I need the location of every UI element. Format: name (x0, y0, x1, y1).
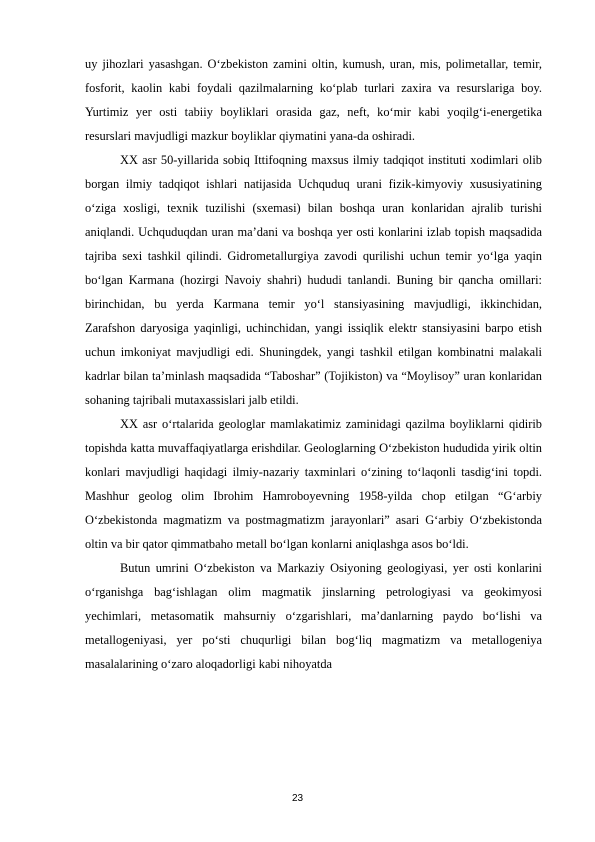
paragraph-uchquduq: XX asr 50-yillarida sobiq Ittifoqning maxsus ilmiy tadqiqot instituti xodimlari olib borgan ilmiy tadqiqot ishlari natijasida Uchquduq urani fizik-kimyoviy xususiyatining o‘ziga xosligi, texnik tuzilishi (sxemasi) bilan boshqa uran konlaridan ajralib turishi aniqlandi. Uchquduqdan uran ma’dani va boshqa yer osti konlarini izlab topish maqsadida tajriba sexi tashkil qilindi. Gidrometallurgiya zavodi qurilishi uchun temir yo‘lga yaqin bo‘lgan Karmana (hozirgi Navoiy shahri) hududi tanlandi. Buning bir qancha omillari: birinchidan, bu yerda Karmana temir yo‘l stansiyasining mavjudligi, ikkinchidan, Zarafshon daryosiga yaqinligi, uchinchidan, yangi issiqlik elektr stansiyasini barpo etish uchun imkoniyat mavjudligi edi. Shuningdek, yangi tashkil etilgan kombinatni malakali kadrlar bilan ta’minlash maqsadida “Taboshar” (Tojikiston) va “Moylisoy” uran konlaridan sohaning tajribali mutaxassislari jalb etildi. (85, 153, 542, 407)
page-body (85, 52, 542, 676)
paragraph-continuation: uy jihozlari yasashgan. O‘zbekiston zamini oltin, kumush, uran, mis, polimetallar, temir, fosforit, kaolin kabi foydali qazilmalarning ko‘plab turlari zaxira va resurslariga boy. Yurtimiz yer osti tabiiy boyliklari orasida gaz, neft, ko‘mir kabi yoqilg‘i-energetika resurslari mavjudligi mazkur boyliklar qiymatini yana-da oshiradi. (85, 57, 542, 143)
paragraph-scientist: Butun umrini O‘zbekiston va Markaziy Osiyoning geologiyasi, yer osti konlarini o‘rganishga bag‘ishlagan olim magmatik jinslarning petrologiyasi va geokimyosi yechimlari, metasomatik mahsurniy o‘zgarishlari, ma’danlarning paydo bo‘lishi va metallogeniyasi, yer po‘sti chuqurligi bilan bog‘liq magmatizm va metallogeniya masalalarining o‘zaro aloqadorligi kabi nihoyatda (85, 561, 542, 671)
page-number: 23 (291, 793, 304, 804)
paragraph-geologists: XX asr o‘rtalarida geologlar mamlakatimiz zaminidagi qazilma boyliklarni qidirib topishda katta muvaffaqiyatlarga erishdilar. Geologlarning O‘zbekiston hududida yirik oltin konlari mavjudligi haqidagi ilmiy-nazariy taxminlari o‘zining to‘laqonli tasdig‘ini topdi. Mashhur geolog olim Ibrohim Hamroboyevning 1958-yilda chop etilgan “G‘arbiy O‘zbekistonda magmatizm va postmagmatizm jarayonlari” asari G‘arbiy O‘zbekistonda oltin va bir qator qimmatbaho metall bo‘lgan konlarni aniqlashga asos bo‘ldi. (85, 417, 542, 551)
